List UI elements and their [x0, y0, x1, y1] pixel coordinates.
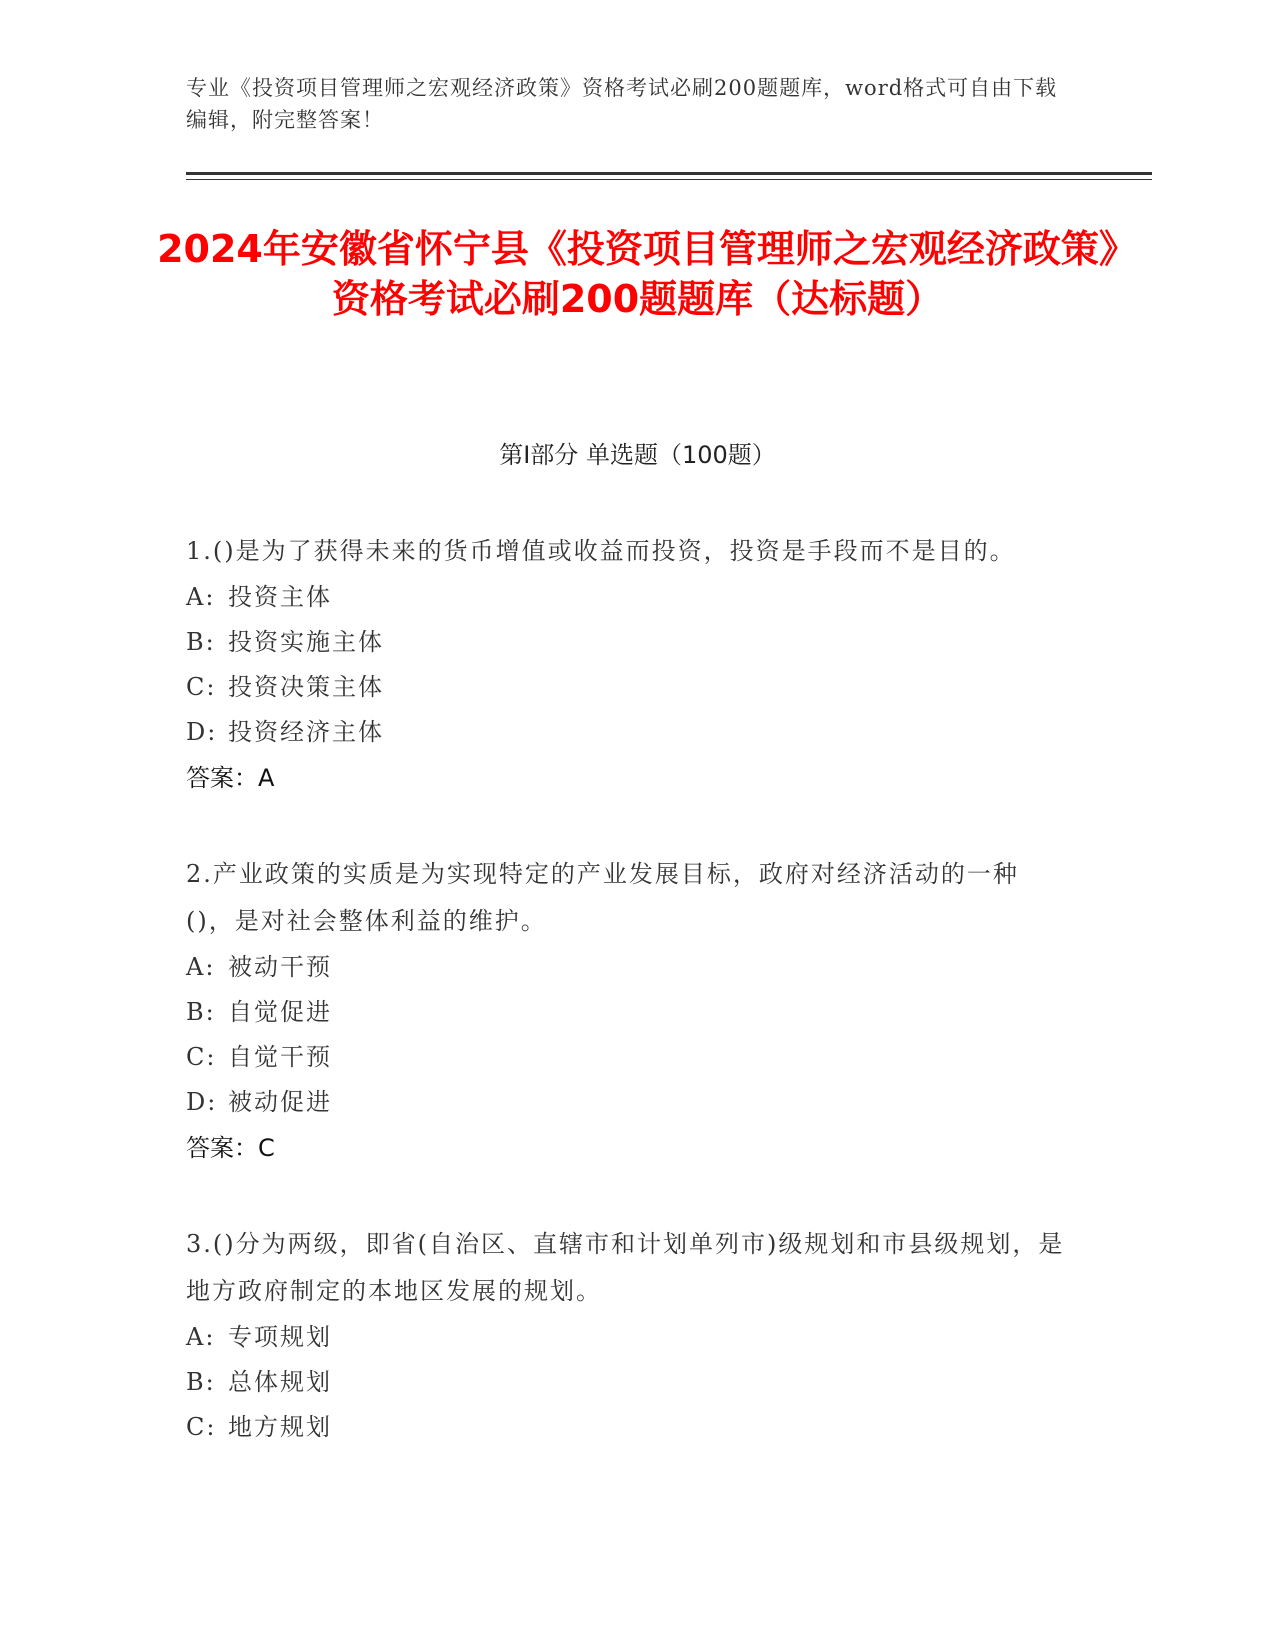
- question-list: [186, 528, 1066, 1500]
- option-letter: D:: [186, 1088, 218, 1116]
- answer-line: 答案：C: [186, 1134, 275, 1162]
- option-letter: B:: [186, 998, 216, 1026]
- option-c: [186, 665, 1066, 710]
- option-b: [186, 990, 1066, 1035]
- option-letter: D:: [186, 718, 218, 746]
- question-3: [186, 1221, 1066, 1450]
- option-d: [186, 710, 1066, 755]
- question-1: [186, 528, 1066, 801]
- option-c: [186, 1035, 1066, 1080]
- question-stem: 2.产业政策的实质是为实现特定的产业发展目标，政府对经济活动的一种()，是对社会整体利益的维护。: [186, 860, 1019, 935]
- option-a: [186, 1315, 1066, 1360]
- option-letter: B:: [186, 628, 216, 656]
- header-divider-thin: [186, 179, 1152, 180]
- option-c: [186, 1405, 1066, 1450]
- option-text: 投资主体: [228, 583, 332, 611]
- option-letter: A:: [186, 953, 216, 981]
- option-text: 总体规划: [228, 1368, 332, 1396]
- question-2: [186, 851, 1066, 1171]
- option-text: 投资决策主体: [228, 673, 384, 701]
- question-stem: 1.()是为了获得未来的货币增值或收益而投资，投资是手段而不是目的。: [186, 537, 1016, 565]
- section-heading: 第Ⅰ部分 单选题（100题）: [499, 441, 776, 469]
- option-text: 专项规划: [228, 1323, 332, 1351]
- option-text: 投资实施主体: [228, 628, 384, 656]
- option-text: 被动促进: [228, 1088, 332, 1116]
- document-title: 2024年安徽省怀宁县《投资项目管理师之宏观经济政策》资格考试必刷200题题库（达标题）: [157, 227, 1118, 321]
- option-letter: C:: [186, 1043, 217, 1071]
- option-text: 投资经济主体: [228, 718, 384, 746]
- option-b: [186, 1360, 1066, 1405]
- option-letter: C:: [186, 1413, 217, 1441]
- option-text: 地方规划: [228, 1413, 332, 1441]
- header-note: 专业《投资项目管理师之宏观经济政策》资格考试必刷200题题库，word格式可自由下载编辑，附完整答案！: [186, 76, 1058, 132]
- option-text: 自觉干预: [228, 1043, 332, 1071]
- option-letter: B:: [186, 1368, 216, 1396]
- option-d: [186, 1080, 1066, 1125]
- option-a: [186, 575, 1066, 620]
- option-b: [186, 620, 1066, 665]
- option-a: [186, 945, 1066, 990]
- option-text: 自觉促进: [228, 998, 332, 1026]
- header-divider-thick: [186, 172, 1152, 175]
- answer-line: 答案：A: [186, 764, 275, 792]
- option-letter: A:: [186, 583, 216, 611]
- question-stem: 3.()分为两级，即省(自治区、直辖市和计划单列市)级规划和市县级规划，是地方政府制定的本地区发展的规划。: [186, 1230, 1065, 1305]
- option-text: 被动干预: [228, 953, 332, 981]
- option-letter: A:: [186, 1323, 216, 1351]
- option-letter: C:: [186, 673, 217, 701]
